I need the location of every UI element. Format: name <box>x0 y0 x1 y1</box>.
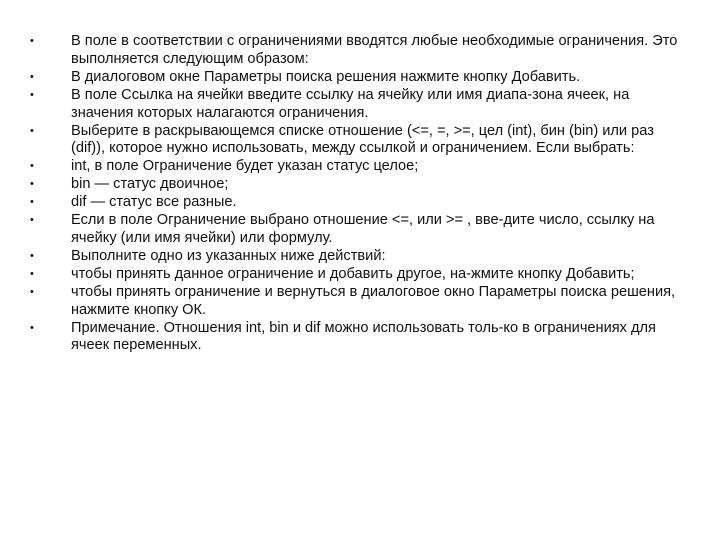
bullet-text: Примечание. Отношения int, bin и dif можно использовать толь-ко в ограничениях для ячеек переменных. <box>71 319 656 354</box>
bullet-item-5 <box>30 158 690 176</box>
bullet-dot: • <box>30 214 34 227</box>
bullet-text: Если в поле Ограничение выбрано отношение <=, или >= , вве-дите число, ссылку на ячейку (или имя ячейки) или формулу. <box>71 212 655 246</box>
bullet-item-12 <box>30 320 690 356</box>
bullet-item-1 <box>30 33 690 69</box>
bullet-item-9 <box>30 248 690 266</box>
bullet-text: чтобы принять ограничение и вернуться в диалоговое окно Параметры поиска решения, нажмите кнопку ОК. <box>71 283 676 318</box>
bullet-item-11 <box>30 284 690 320</box>
bullet-text: dif — статус все разные. <box>71 194 237 211</box>
bullet-text: int, в поле Ограничение будет указан статус целое; <box>71 158 419 175</box>
bullet-item-2 <box>30 69 690 87</box>
bullet-dot: • <box>30 88 34 101</box>
bullet-dot: • <box>30 267 34 280</box>
bullet-dot: • <box>30 285 34 298</box>
bullet-item-4 <box>30 123 690 159</box>
bullet-dot: • <box>30 124 34 137</box>
bullet-dot: • <box>30 178 34 191</box>
bullet-text: В поле в соответствии с ограничениями вводятся любые необходимые ограничения. Это выполняется следующим образом: <box>71 33 678 67</box>
bullet-text: Выполните одно из указанных ниже действий: <box>71 247 386 264</box>
bullet-item-8 <box>30 212 690 248</box>
bullet-item-7 <box>30 194 690 212</box>
bullet-dot: • <box>30 35 34 47</box>
bullet-dot: • <box>30 249 34 262</box>
bullet-text: В диалоговом окне Параметры поиска решения нажмите кнопку Добавить. <box>71 68 581 85</box>
bullet-text: В поле Ссылка на ячейки введите ссылку на ячейку или имя диапа-зона ячеек, на значения которых налагаются ограничения. <box>71 86 630 121</box>
bullet-text: чтобы принять данное ограничение и добавить другое, на-жмите кнопку Добавить; <box>71 265 635 282</box>
bullet-list <box>30 33 690 355</box>
bullet-dot: • <box>30 196 34 209</box>
bullet-text: Выберите в раскрывающемся списке отношение (<=, =, >=, цел (int), бин (bin) или раз (dif)), которое нужно использовать, между ссылкой и ограничением. Если выбрать: <box>71 122 654 157</box>
bullet-item-3 <box>30 87 690 123</box>
bullet-text: bin — статус двоичное; <box>71 176 229 193</box>
bullet-item-10 <box>30 266 690 284</box>
bullet-dot: • <box>30 70 34 83</box>
bullet-dot: • <box>30 160 34 173</box>
bullet-item-6 <box>30 176 690 194</box>
bullet-dot: • <box>30 321 34 334</box>
